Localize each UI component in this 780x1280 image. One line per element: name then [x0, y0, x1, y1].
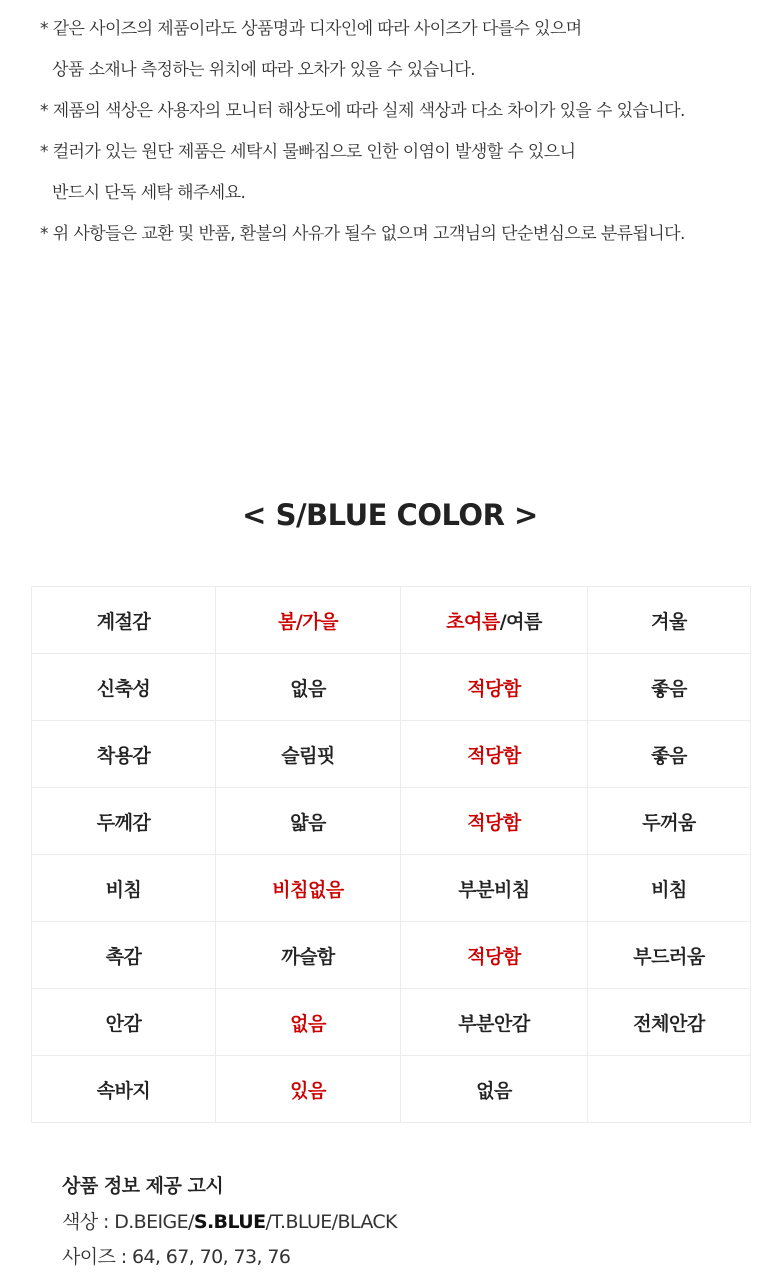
row-label: 계절감 [32, 587, 216, 654]
table-cell [588, 922, 751, 989]
cell-value: 부분안감 [458, 1012, 530, 1035]
table-cell [588, 721, 751, 788]
notice-line: * 같은 사이즈의 제품이라도 상품명과 디자인에 따라 사이즈가 다를수 있으며 [40, 19, 582, 39]
cell-value: 얇음 [290, 811, 326, 834]
row-label: 속바지 [32, 1056, 216, 1123]
table-cell [216, 587, 401, 654]
table-cell [216, 721, 401, 788]
table-cell [588, 1056, 751, 1123]
notice-line: 상품 소재나 측정하는 위치에 따라 오차가 있을 수 있습니다. [52, 60, 475, 80]
highlighted-value: 적당함 [467, 945, 521, 968]
table-cell [401, 989, 588, 1056]
table-cell [216, 855, 401, 922]
table-cell [401, 1056, 588, 1123]
table-cell [588, 587, 751, 654]
product-info-notice [62, 1172, 742, 1278]
cell-value: 부분비침 [458, 878, 530, 901]
notice-line: * 컬러가 있는 원단 제품은 세탁시 물빠짐으로 인한 이염이 발생할 수 있으니 [40, 142, 576, 162]
highlighted-value: 적당함 [467, 677, 521, 700]
highlighted-value: 비침없음 [272, 878, 344, 901]
row-label: 착용감 [32, 721, 216, 788]
table-cell [401, 587, 588, 654]
notice-list [40, 0, 760, 265]
table-row [32, 1056, 751, 1123]
table-cell [401, 654, 588, 721]
cell-value: 좋음 [651, 744, 687, 767]
cell-value: 슬림핏 [281, 744, 335, 767]
info-title: 상품 정보 제공 고시 [62, 1175, 224, 1197]
notice-line [40, 0, 760, 19]
notice-line: * 제품의 색상은 사용자의 모니터 해상도에 따라 실제 색상과 다소 차이가 있을 수 있습니다. [40, 101, 685, 121]
cell-value: 없음 [476, 1079, 512, 1102]
table-row [32, 721, 751, 788]
table-cell [216, 989, 401, 1056]
cell-value: 부드러움 [633, 945, 705, 968]
highlighted-value: 봄/가을 [277, 610, 338, 633]
spec-table [31, 586, 751, 1123]
table-row [32, 855, 751, 922]
table-row [32, 788, 751, 855]
size-line: 사이즈 : 64, 67, 70, 73, 76 [62, 1246, 291, 1268]
table-row [32, 654, 751, 721]
table-cell [401, 922, 588, 989]
highlighted-value: 적당함 [467, 811, 521, 834]
row-label: 안감 [32, 989, 216, 1056]
row-label: 비침 [32, 855, 216, 922]
table-cell [216, 788, 401, 855]
table-cell [588, 654, 751, 721]
row-label: 촉감 [32, 922, 216, 989]
row-label: 신축성 [32, 654, 216, 721]
color-line [62, 1208, 742, 1243]
table-cell [588, 989, 751, 1056]
table-cell [216, 922, 401, 989]
cell-value: /여름 [499, 610, 542, 633]
cell-value: 두꺼움 [642, 811, 696, 834]
highlighted-value: 적당함 [467, 744, 521, 767]
table-row [32, 587, 751, 654]
table-cell [216, 1056, 401, 1123]
table-row [32, 989, 751, 1056]
color-options-after: /T.BLUE/BLACK [265, 1211, 397, 1233]
cell-value: 없음 [290, 677, 326, 700]
table-cell [401, 855, 588, 922]
highlighted-value: 초여름 [446, 610, 500, 633]
highlighted-value: 없음 [290, 1012, 326, 1035]
highlighted-value: 있음 [290, 1079, 326, 1102]
color-selected: S.BLUE [193, 1211, 266, 1233]
notice-line: 반드시 단독 세탁 해주세요. [52, 183, 246, 203]
cell-value: 비침 [651, 878, 687, 901]
cell-value: 겨울 [651, 610, 687, 633]
table-cell [401, 788, 588, 855]
table-cell [216, 654, 401, 721]
row-label: 두께감 [32, 788, 216, 855]
color-options-before: D.BEIGE/ [114, 1211, 194, 1233]
table-cell [588, 855, 751, 922]
cell-value: 좋음 [651, 677, 687, 700]
table-cell [401, 721, 588, 788]
table-cell [588, 788, 751, 855]
notice-line: * 위 사항들은 교환 및 반품, 환불의 사유가 될수 없으며 고객님의 단순변심으로 분류됩니다. [40, 224, 685, 244]
color-label: 색상 : [62, 1211, 115, 1233]
cell-value: 까슬함 [281, 945, 335, 968]
section-title: < S/BLUE COLOR > [242, 498, 538, 532]
cell-value: 전체안감 [633, 1012, 705, 1035]
table-row [32, 922, 751, 989]
